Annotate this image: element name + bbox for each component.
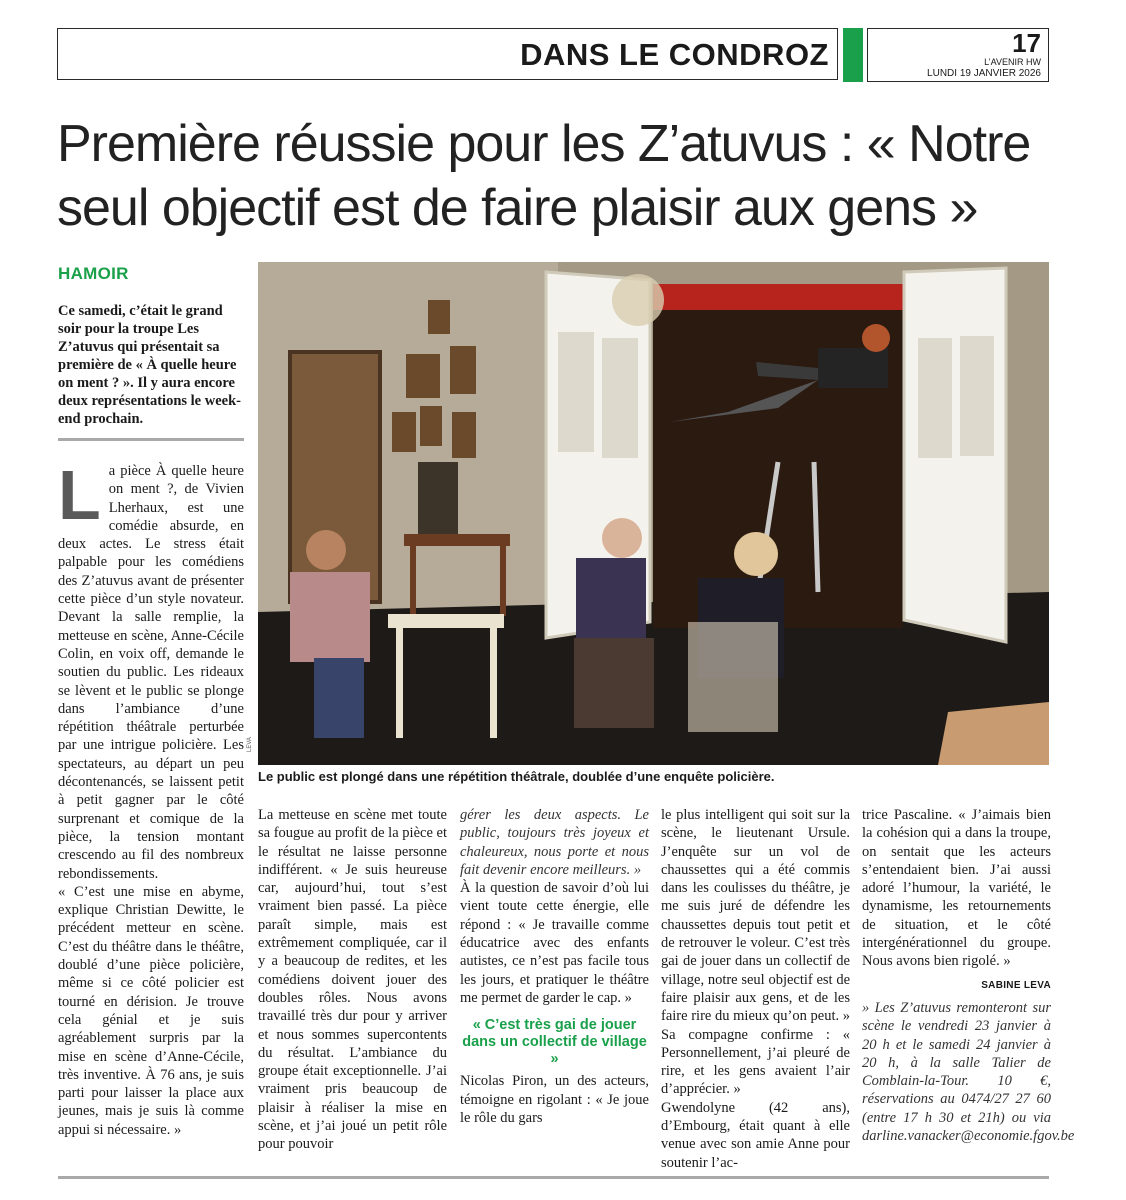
lead-paragraph: Ce samedi, c’était le grand soir pour la troupe Les Z’atuvus qui présentait sa première de « À quelle heure on ment ? ». Il y aura encore deux représentations le week-end prochain. xyxy=(58,303,241,427)
page-meta xyxy=(867,28,1049,82)
body-text-1: a pièce À quelle heure on ment ?, de Vivien Lherhaux, est une comédie absurde, en deux actes. Le stress était palpable pour les comédiens des Z’atuvus avant de présenter cette pièce d’un style novateur. Devant la salle remplie, la metteuse en scène, Anne-Cécile Colin, en voix off, demande le soutien du public. Les rideaux se lèvent et le public se plonge dans l’ambiance d’une répétition théâtrale perturbée par une intrigue policière. Les spectateurs, au départ un peu décontenancés, se laissent petit à petit gagner par le côté surprenant et comique de la pièce, la tension montant crescendo au fil des nombreux rebondissements. xyxy=(58,463,244,882)
issue-date: LUNDI 19 JANVIER 2026 xyxy=(927,68,1041,79)
stage-photo xyxy=(258,262,1049,765)
bottom-divider xyxy=(58,1176,1049,1179)
body-column-5 xyxy=(862,806,1075,1145)
body-column-3 xyxy=(460,806,649,1127)
photo-credit: LEVA xyxy=(247,737,253,752)
body-text-3a: gérer les deux aspects. Le public, toujours très joyeux et chaleureux, nous porte et nous fait devenir encore meilleurs. » xyxy=(460,807,649,878)
newspaper-name: L’AVENIR HW xyxy=(984,57,1041,67)
section-color-bar xyxy=(843,28,863,82)
page-number: 17 xyxy=(1012,28,1041,58)
pull-quote-heading: « C’est très gai de jouer dans un collectif de village » xyxy=(462,1017,647,1068)
location-kicker: HAMOIR xyxy=(58,264,129,283)
author-byline: SABINE LEVA xyxy=(981,979,1051,991)
section-title: DANS LE CONDROZ xyxy=(520,37,829,72)
body-text-1b: « C’est une mise en abyme, explique Christian Dewitte, le précédent metteur en scène. C’est du théâtre dans le théâtre, doublé d’une pièce policière, même si ce côté policier est tourné en dérision. Je trouve cela génial et je suis agréablement surpris par la mise en scène d’Anne-Cécile, très inventive. À 76 ans, je suis parti pour laisser la place aux jeunes, mais je suis là comme appui si nécessaire. » xyxy=(58,883,244,1138)
body-text-4: le plus intelligent qui soit sur la scène, le lieutenant Ursule. J’enquête sur un vol de chaussettes qui a été commis dans les coulisses du théâtre, je me suis juré de défendre les chaussettes depuis tout petit et de retrouver le voleur. C’est très gai de jouer dans un collectif de village, notre seul objectif est de faire plaisir aux gens, et de les faire rire du mieux qu’on peut. » Sa compagne confirme : « Personnellement, j’ai pleuré de rire, et les gens avaient l’air d’apprécier. » xyxy=(661,807,850,1098)
body-column-4 xyxy=(661,806,850,1172)
body-column-2 xyxy=(258,806,447,1154)
practical-info: » Les Z’atuvus remonteront sur scène le vendredi 23 janvier à 20 h et le samedi 24 janvier à 20 h, à la salle Talier de Comblain-la-Tour. 10 €, réservations au 0474/27 27 60 (entre 17 h 30 et 21h) ou via darline.vanacker@economie.fgov.be xyxy=(862,999,1075,1145)
lead-divider xyxy=(58,438,244,441)
body-text-3b: À la question de savoir d’où lui vient toute cette énergie, elle répond : « Je travaille comme éducatrice avec des enfants autistes, ce n’est pas facile tous les jours, et pratiquer le théâtre me permet de garder le cap. » xyxy=(460,880,649,1006)
headline: Première réussie pour les Z’atuvus : « Notre seul objectif est de faire plaisir aux gens » xyxy=(57,115,1031,237)
body-text-3c: Nicolas Piron, un des acteurs, témoigne en rigolant : « Je joue le rôle du gars xyxy=(460,1073,649,1126)
body-text-2: La metteuse en scène met toute sa fougue au profit de la pièce et le résultat ne laisse personne indifférent. « Je suis heureuse car, aujourd’hui, tout s’est vraiment bien passé. La pièce paraît simple, mais est extrêmement compliquée, car il y a beaucoup de redites, et les comédiens doivent jouer des doubles rôles. Nous avons travaillé très dur pour y arriver et nous sommes supercontents du résultat. L’ambiance du groupe était exceptionnelle. J’ai vraiment pris beaucoup de plaisir à réaliser la mise en scène, et j’ai joué un petit rôle pour pouvoir xyxy=(258,807,447,1153)
section-header xyxy=(57,28,838,80)
body-text-5: trice Pascaline. « J’aimais bien la cohésion qui a dans la troupe, on sentait que les acteurs s’entendaient bien. J’ai aussi adoré l’humour, la variété, le dynamisme, les retournements de situation, et le côté intergénérationnel du groupe. Nous avons bien rigolé. » xyxy=(862,807,1051,970)
drop-cap: L xyxy=(58,456,101,534)
photo-caption: Le public est plongé dans une répétition théâtrale, doublée d’une enquête policière. xyxy=(258,769,775,784)
body-text-4b: Gwendolyne (42 ans), d’Embourg, était quant à elle venue avec son amie Anne pour soutenir l’ac- xyxy=(661,1099,850,1171)
body-column-1 xyxy=(58,456,244,1139)
